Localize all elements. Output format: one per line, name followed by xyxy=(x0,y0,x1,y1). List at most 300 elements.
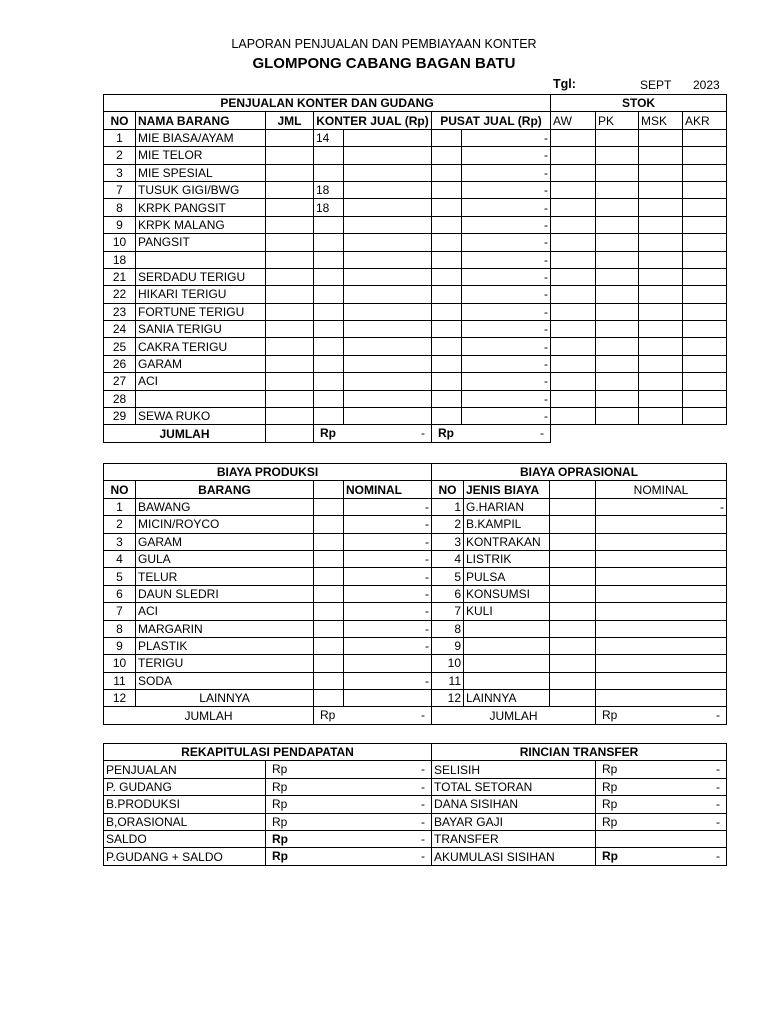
sales-row xyxy=(104,321,727,338)
stok-pk-cell xyxy=(596,251,639,268)
sales-row-jml xyxy=(266,321,314,338)
produksi-row-barang: PLASTIK xyxy=(136,637,314,654)
sales-row-jml xyxy=(266,129,314,146)
sales-row-jml xyxy=(266,164,314,181)
produksi-row-spacer xyxy=(314,655,344,672)
oprasional-row-jenis xyxy=(464,655,550,672)
stok-pk-cell xyxy=(596,199,639,216)
sales-row-no: 2 xyxy=(104,147,136,164)
sales-row xyxy=(104,216,727,233)
recap-left-label: B.PRODUKSI xyxy=(104,796,266,813)
oprasional-row-no: 8 xyxy=(432,620,464,637)
produksi-row-no: 3 xyxy=(104,533,136,550)
sales-row-pusat-value: - xyxy=(462,147,551,164)
costs-col-jenis: JENIS BIAYA xyxy=(464,481,550,498)
costs-col-no: NO xyxy=(104,481,136,498)
oprasional-row-nominal xyxy=(596,672,727,689)
sales-jumlah-konter xyxy=(314,425,432,442)
stok-aw-cell xyxy=(551,373,596,390)
sales-row-no: 23 xyxy=(104,303,136,320)
rp-label: Rp xyxy=(272,849,288,864)
sales-row-jml xyxy=(266,408,314,425)
sales-row xyxy=(104,164,727,181)
recap-right-value xyxy=(596,830,727,847)
sales-row-konter-value xyxy=(344,199,432,216)
produksi-row-spacer xyxy=(314,637,344,654)
col-msk-header: MSK xyxy=(639,112,683,129)
sales-row-konter: 18 xyxy=(314,181,344,198)
produksi-row-no: 1 xyxy=(104,498,136,515)
sales-row-jml xyxy=(266,338,314,355)
value-dash: - xyxy=(716,814,721,829)
stok-pk-cell xyxy=(596,303,639,320)
costs-col-no2: NO xyxy=(432,481,464,498)
produksi-row-nominal: - xyxy=(344,637,432,654)
stok-pk-cell xyxy=(596,408,639,425)
oprasional-row-nominal xyxy=(596,690,727,707)
sales-section-title: PENJUALAN KONTER DAN GUDANG xyxy=(104,95,551,112)
sales-row-nama: SEWA RUKO xyxy=(136,408,266,425)
produksi-row-nominal: - xyxy=(344,550,432,567)
recap-left-label: P.GUDANG + SALDO xyxy=(104,848,266,865)
sales-row-jml xyxy=(266,181,314,198)
col-akr-header: AKR xyxy=(683,112,727,129)
sales-row xyxy=(104,129,727,146)
sales-row-nama xyxy=(136,251,266,268)
pendapatan-title: REKAPITULASI PENDAPATAN xyxy=(104,744,432,761)
col-nama-header: NAMA BARANG xyxy=(136,112,266,129)
stok-akr-cell xyxy=(683,251,727,268)
recap-left-value xyxy=(266,796,432,813)
stok-msk-cell xyxy=(639,355,683,372)
stok-msk-cell xyxy=(639,338,683,355)
sales-row-konter-value xyxy=(344,408,432,425)
sales-row-no: 21 xyxy=(104,268,136,285)
sales-row xyxy=(104,355,727,372)
stok-pk-cell xyxy=(596,390,639,407)
stok-msk-cell xyxy=(639,164,683,181)
sales-row-no: 1 xyxy=(104,129,136,146)
sales-row-jml xyxy=(266,216,314,233)
recap-table xyxy=(103,743,727,866)
sales-row-pusat xyxy=(432,234,462,251)
sales-row xyxy=(104,338,727,355)
value-dash: - xyxy=(421,762,426,777)
sales-row xyxy=(104,268,727,285)
oprasional-row-nominal xyxy=(596,568,727,585)
stok-akr-cell xyxy=(683,355,727,372)
oprasional-row-spacer xyxy=(550,690,596,707)
costs-row xyxy=(104,498,727,515)
report-subtitle: GLOMPONG CABANG BAGAN BATU xyxy=(252,55,516,72)
sales-row-nama: MIE TELOR xyxy=(136,147,266,164)
oprasional-row-nominal xyxy=(596,637,727,654)
stok-akr-cell xyxy=(683,373,727,390)
sales-row xyxy=(104,390,727,407)
recap-left-label: PENJUALAN xyxy=(104,761,266,778)
col-konter-header: KONTER JUAL (Rp) xyxy=(314,112,432,129)
produksi-row-barang: GARAM xyxy=(136,533,314,550)
produksi-row-no: 11 xyxy=(104,672,136,689)
stok-pk-cell xyxy=(596,129,639,146)
sales-row-nama: PANGSIT xyxy=(136,234,266,251)
oprasional-row-jenis: KONTRAKAN xyxy=(464,533,550,550)
sales-row-pusat xyxy=(432,321,462,338)
stok-aw-cell xyxy=(551,181,596,198)
sales-row-konter: 18 xyxy=(314,199,344,216)
sales-row xyxy=(104,286,727,303)
produksi-row-barang: GULA xyxy=(136,550,314,567)
stok-pk-cell xyxy=(596,286,639,303)
stok-msk-cell xyxy=(639,216,683,233)
sales-row-konter xyxy=(314,390,344,407)
rp-label: Rp xyxy=(602,762,618,777)
oprasional-row-spacer xyxy=(550,603,596,620)
produksi-row-nominal: - xyxy=(344,585,432,602)
produksi-row-no: 10 xyxy=(104,655,136,672)
sales-row-jml xyxy=(266,390,314,407)
stok-pk-cell xyxy=(596,234,639,251)
recap-right-value xyxy=(596,813,727,830)
stok-msk-cell xyxy=(639,408,683,425)
sales-row-nama: ACI xyxy=(136,373,266,390)
costs-row xyxy=(104,637,727,654)
produksi-row-no: 7 xyxy=(104,603,136,620)
sales-row-pusat xyxy=(432,251,462,268)
rp-label: Rp xyxy=(320,426,336,441)
produksi-row-barang: SODA xyxy=(136,672,314,689)
sales-row-pusat xyxy=(432,129,462,146)
stok-pk-cell xyxy=(596,164,639,181)
produksi-row-nominal: - xyxy=(344,672,432,689)
sales-row-nama: HIKARI TERIGU xyxy=(136,286,266,303)
stok-aw-cell xyxy=(551,286,596,303)
stok-aw-cell xyxy=(551,129,596,146)
sales-row-nama: GARAM xyxy=(136,355,266,372)
sales-row-konter: 14 xyxy=(314,129,344,146)
sales-row-pusat-value: - xyxy=(462,390,551,407)
oprasional-row-no: 7 xyxy=(432,603,464,620)
sales-row-pusat-value: - xyxy=(462,338,551,355)
col-jml-header: JML xyxy=(266,112,314,129)
stok-akr-cell xyxy=(683,338,727,355)
sales-row-pusat xyxy=(432,268,462,285)
oprasional-row-nominal xyxy=(596,620,727,637)
sales-row-no: 7 xyxy=(104,181,136,198)
sales-row-pusat-value: - xyxy=(462,303,551,320)
sales-row-konter-value xyxy=(344,338,432,355)
stok-pk-cell xyxy=(596,373,639,390)
costs-row xyxy=(104,620,727,637)
stok-aw-cell xyxy=(551,408,596,425)
stok-akr-cell xyxy=(683,321,727,338)
value-dash: - xyxy=(421,708,425,723)
oprasional-row-spacer xyxy=(550,672,596,689)
stok-aw-cell xyxy=(551,251,596,268)
oprasional-row-jenis: KULI xyxy=(464,603,550,620)
sales-row-nama: SANIA TERIGU xyxy=(136,321,266,338)
recap-row xyxy=(104,796,727,813)
sales-row-konter-value xyxy=(344,390,432,407)
stok-pk-cell xyxy=(596,147,639,164)
value-dash: - xyxy=(421,426,425,441)
stok-akr-cell xyxy=(683,408,727,425)
sales-row-no: 24 xyxy=(104,321,136,338)
sales-row-no: 29 xyxy=(104,408,136,425)
sales-row-pusat-value: - xyxy=(462,355,551,372)
recap-row xyxy=(104,813,727,830)
stok-aw-cell xyxy=(551,321,596,338)
sales-row-konter xyxy=(314,164,344,181)
sales-row-jml xyxy=(266,373,314,390)
stok-akr-cell xyxy=(683,164,727,181)
oprasional-row-jenis: LAINNYA xyxy=(464,690,550,707)
col-pk-header: PK xyxy=(596,112,639,129)
recap-right-value xyxy=(596,778,727,795)
oprasional-row-no: 11 xyxy=(432,672,464,689)
produksi-row-spacer xyxy=(314,533,344,550)
sales-row-pusat-value: - xyxy=(462,181,551,198)
sales-jumlah-pusat xyxy=(432,425,551,442)
costs-row xyxy=(104,568,727,585)
recap-left-label: P. GUDANG xyxy=(104,778,266,795)
sales-row-no: 3 xyxy=(104,164,136,181)
sales-row-konter xyxy=(314,286,344,303)
sales-row-pusat-value: - xyxy=(462,216,551,233)
stok-pk-cell xyxy=(596,216,639,233)
costs-row xyxy=(104,585,727,602)
oprasional-row-nominal xyxy=(596,516,727,533)
produksi-row-nominal: - xyxy=(344,620,432,637)
produksi-row-nominal: - xyxy=(344,516,432,533)
sales-row-konter-value xyxy=(344,268,432,285)
costs-row xyxy=(104,516,727,533)
costs-col-nominal: NOMINAL xyxy=(344,481,432,498)
stok-akr-cell xyxy=(683,199,727,216)
stok-aw-cell xyxy=(551,390,596,407)
sales-row-nama: MIE BIASA/AYAM xyxy=(136,129,266,146)
stok-title: STOK xyxy=(551,95,727,112)
costs-row xyxy=(104,690,727,707)
sales-row-pusat xyxy=(432,164,462,181)
sales-row xyxy=(104,234,727,251)
produksi-row-no: 9 xyxy=(104,637,136,654)
stok-pk-cell xyxy=(596,338,639,355)
recap-left-label: B,ORASIONAL xyxy=(104,813,266,830)
sales-row-jml xyxy=(266,251,314,268)
oprasional-row-no: 10 xyxy=(432,655,464,672)
stok-msk-cell xyxy=(639,286,683,303)
sales-row-konter-value xyxy=(344,129,432,146)
produksi-row-spacer xyxy=(314,690,344,707)
stok-pk-cell xyxy=(596,181,639,198)
sales-row-konter-value xyxy=(344,303,432,320)
sales-jumlah-jml xyxy=(266,425,314,442)
oprasional-row-jenis: KONSUMSI xyxy=(464,585,550,602)
sales-row-nama: KRPK MALANG xyxy=(136,216,266,233)
produksi-row-spacer xyxy=(314,672,344,689)
produksi-jumlah-label: JUMLAH xyxy=(104,707,314,724)
oprasional-row-nominal xyxy=(596,603,727,620)
stok-aw-cell xyxy=(551,268,596,285)
rp-label: Rp xyxy=(272,814,288,829)
sales-row-pusat xyxy=(432,181,462,198)
oprasional-row-spacer xyxy=(550,568,596,585)
stok-aw-cell xyxy=(551,216,596,233)
sales-jumlah-label: JUMLAH xyxy=(104,425,266,442)
recap-right-value xyxy=(596,761,727,778)
oprasional-row-spacer xyxy=(550,498,596,515)
sales-row-nama xyxy=(136,390,266,407)
date-month: SEPT xyxy=(640,78,672,92)
sales-row-nama: TUSUK GIGI/BWG xyxy=(136,181,266,198)
oprasional-row-jenis: PULSA xyxy=(464,568,550,585)
produksi-row-barang: BAWANG xyxy=(136,498,314,515)
produksi-row-barang: MARGARIN xyxy=(136,620,314,637)
recap-left-value xyxy=(266,848,432,865)
sales-row-no: 9 xyxy=(104,216,136,233)
produksi-row-barang: LAINNYA xyxy=(136,690,314,707)
stok-akr-cell xyxy=(683,286,727,303)
sales-row-no: 22 xyxy=(104,286,136,303)
stok-akr-cell xyxy=(683,303,727,320)
stok-msk-cell xyxy=(639,321,683,338)
oprasional-row-spacer xyxy=(550,620,596,637)
produksi-row-nominal xyxy=(344,690,432,707)
stok-msk-cell xyxy=(639,390,683,407)
rp-label: Rp xyxy=(602,708,618,723)
stok-msk-cell xyxy=(639,251,683,268)
sales-row-pusat xyxy=(432,338,462,355)
sales-row-no: 27 xyxy=(104,373,136,390)
oprasional-row-nominal xyxy=(596,585,727,602)
recap-right-label: DANA SISIHAN xyxy=(432,796,596,813)
sales-row-jml xyxy=(266,234,314,251)
value-dash: - xyxy=(421,797,426,812)
stok-aw-cell xyxy=(551,199,596,216)
costs-row xyxy=(104,655,727,672)
stok-aw-cell xyxy=(551,234,596,251)
produksi-row-nominal: - xyxy=(344,533,432,550)
oprasional-row-spacer xyxy=(550,637,596,654)
costs-table xyxy=(103,463,727,725)
col-pusat-header: PUSAT JUAL (Rp) xyxy=(432,112,551,129)
costs-col-barang: BARANG xyxy=(136,481,314,498)
produksi-row-nominal: - xyxy=(344,603,432,620)
recap-left-value xyxy=(266,778,432,795)
sales-row-pusat xyxy=(432,216,462,233)
oprasional-row-nominal xyxy=(596,550,727,567)
sales-row-pusat-value: - xyxy=(462,199,551,216)
stok-msk-cell xyxy=(639,181,683,198)
sales-row-no: 10 xyxy=(104,234,136,251)
sales-row xyxy=(104,181,727,198)
recap-row xyxy=(104,778,727,795)
stok-akr-cell xyxy=(683,216,727,233)
oprasional-row-spacer xyxy=(550,533,596,550)
sales-row-pusat xyxy=(432,355,462,372)
produksi-row-no: 6 xyxy=(104,585,136,602)
stok-pk-cell xyxy=(596,355,639,372)
sales-row-konter xyxy=(314,321,344,338)
oprasional-row-jenis xyxy=(464,637,550,654)
sales-row-konter xyxy=(314,303,344,320)
oprasional-row-no: 1 xyxy=(432,498,464,515)
stok-msk-cell xyxy=(639,268,683,285)
sales-row-pusat-value: - xyxy=(462,234,551,251)
sales-row-pusat-value: - xyxy=(462,268,551,285)
sales-row-jml xyxy=(266,286,314,303)
sales-row-jml xyxy=(266,147,314,164)
produksi-row-spacer xyxy=(314,568,344,585)
sales-row-pusat xyxy=(432,408,462,425)
recap-right-value xyxy=(596,848,727,865)
recap-row xyxy=(104,761,727,778)
produksi-row-nominal xyxy=(344,655,432,672)
rp-label: Rp xyxy=(602,779,618,794)
sales-row-pusat-value: - xyxy=(462,164,551,181)
sales-row-jml xyxy=(266,268,314,285)
costs-row xyxy=(104,550,727,567)
costs-col-nominal2: NOMINAL xyxy=(596,481,727,498)
sales-row-pusat-value: - xyxy=(462,251,551,268)
sales-row-pusat-value: - xyxy=(462,286,551,303)
sales-row-konter xyxy=(314,355,344,372)
sales-row-no: 28 xyxy=(104,390,136,407)
stok-akr-cell xyxy=(683,181,727,198)
stok-akr-cell xyxy=(683,234,727,251)
value-dash: - xyxy=(421,831,426,846)
date-label: Tgl: xyxy=(553,77,576,91)
recap-left-value xyxy=(266,830,432,847)
oprasional-row-no: 4 xyxy=(432,550,464,567)
sales-row-nama: CAKRA TERIGU xyxy=(136,338,266,355)
recap-left-label: SALDO xyxy=(104,830,266,847)
sales-row-konter-value xyxy=(344,181,432,198)
rp-label: Rp xyxy=(438,426,454,441)
sales-row-pusat-value: - xyxy=(462,321,551,338)
sales-row-no: 18 xyxy=(104,251,136,268)
oprasional-row-nominal xyxy=(596,655,727,672)
produksi-title: BIAYA PRODUKSI xyxy=(104,464,432,481)
rp-label: Rp xyxy=(272,831,288,846)
oprasional-row-nominal xyxy=(596,533,727,550)
sales-row xyxy=(104,408,727,425)
sales-row-pusat xyxy=(432,373,462,390)
oprasional-jumlah-value xyxy=(596,707,727,724)
sales-row xyxy=(104,251,727,268)
sales-row-jml xyxy=(266,355,314,372)
oprasional-row-no: 9 xyxy=(432,637,464,654)
stok-msk-cell xyxy=(639,234,683,251)
recap-left-value xyxy=(266,813,432,830)
sales-row xyxy=(104,147,727,164)
sales-row-konter-value xyxy=(344,286,432,303)
oprasional-row-spacer xyxy=(550,585,596,602)
sales-row-jml xyxy=(266,303,314,320)
stok-akr-cell xyxy=(683,390,727,407)
sales-row-konter-value xyxy=(344,234,432,251)
oprasional-row-no: 5 xyxy=(432,568,464,585)
sales-row-konter xyxy=(314,268,344,285)
sales-row-no: 25 xyxy=(104,338,136,355)
recap-left-value xyxy=(266,761,432,778)
produksi-row-nominal: - xyxy=(344,498,432,515)
produksi-row-spacer xyxy=(314,603,344,620)
report-title: LAPORAN PENJUALAN DAN PEMBIAYAAN KONTER xyxy=(231,37,537,51)
sales-row-konter xyxy=(314,147,344,164)
sales-row-nama: SERDADU TERIGU xyxy=(136,268,266,285)
